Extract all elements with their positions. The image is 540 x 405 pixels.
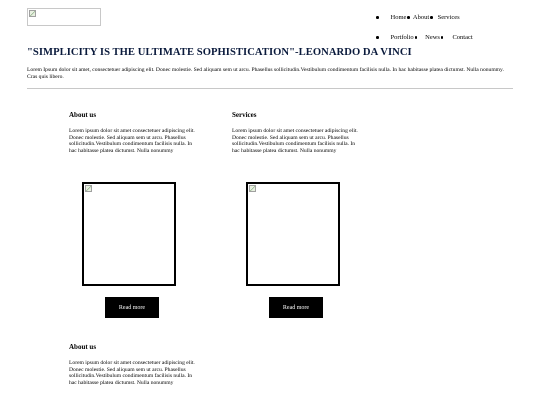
- bullet-icon: [441, 36, 444, 39]
- card-services: [232, 111, 362, 154]
- card-title: About us: [69, 343, 97, 351]
- main-nav-row-2: [376, 34, 473, 41]
- broken-image-icon: [249, 185, 256, 192]
- card-image: [82, 182, 176, 286]
- page-headline: "SIMPLICITY IS THE ULTIMATE SOPHISTICATION"-LEONARDO DA VINCI: [27, 47, 412, 58]
- bullet-icon: [415, 36, 418, 39]
- card-text: Lorem ipsum dolor sit amet consectetuer adipiscing elit. Donec molestie. Sed aliquam sem ut arcu. Phasellus sollicitudin.Vestibulum condimentum facilisis nulla. In hac habitasse platea dictumst. Nulla nonummy: [69, 128, 195, 154]
- bullet-icon: [376, 16, 379, 19]
- broken-image-icon: [85, 185, 92, 192]
- broken-image-icon: [29, 10, 36, 17]
- nav-item-services[interactable]: [438, 14, 460, 21]
- divider: [27, 88, 513, 89]
- nav-item-label: Contact: [452, 34, 473, 41]
- nav-item-label: News: [425, 34, 440, 41]
- nav-item-label: Portfolio: [390, 34, 414, 41]
- nav-item-label: Home: [390, 14, 407, 21]
- card-text: Lorem ipsum dolor sit amet consectetuer adipiscing elit. Donec molestie. Sed aliquam sem ut arcu. Phasellus sollicitudin.Vestibulum condimentum facilisis nulla. In hac habitasse platea dictumst. Nulla nonummy: [69, 360, 195, 386]
- card-text: Lorem ipsum dolor sit amet consectetuer adipiscing elit. Donec molestie. Sed aliquam sem ut arcu. Phasellus sollicitudin.Vestibulum condimentum facilisis nulla. In hac habitasse platea dictumst. Nulla nonummy: [232, 128, 358, 154]
- nav-item-home[interactable]: [391, 14, 410, 21]
- nav-item-contact[interactable]: [452, 34, 472, 41]
- card-about: [69, 111, 199, 154]
- card-about-2: [69, 343, 199, 386]
- bullet-icon: [430, 16, 433, 19]
- nav-item-news[interactable]: [425, 34, 443, 41]
- bullet-icon: [407, 16, 410, 19]
- nav-item-label: Services: [437, 14, 460, 21]
- nav-item-about[interactable]: [413, 14, 433, 21]
- nav-item-label: About: [412, 14, 430, 21]
- read-more-button[interactable]: Read more: [105, 297, 159, 318]
- main-nav-row-1: [376, 14, 460, 21]
- site-logo[interactable]: [27, 8, 101, 26]
- card-image: [246, 182, 340, 286]
- read-more-button[interactable]: Read more: [269, 297, 323, 318]
- card-title: About us: [69, 111, 97, 119]
- nav-item-portfolio[interactable]: [391, 34, 418, 41]
- bullet-icon: [376, 36, 379, 39]
- card-title: Services: [232, 111, 257, 119]
- intro-text: Lorem Ipsum dolor sit amet, consectetuer adipiscing elit. Donec molestie. Sed aliquam sem ut arcu. Phasellus sollicitudin.Vestibulum condimentum facilisis nulla. In hac habitasse platea dictumst. Nulla nonummy. Cras quis libero.: [27, 67, 504, 80]
